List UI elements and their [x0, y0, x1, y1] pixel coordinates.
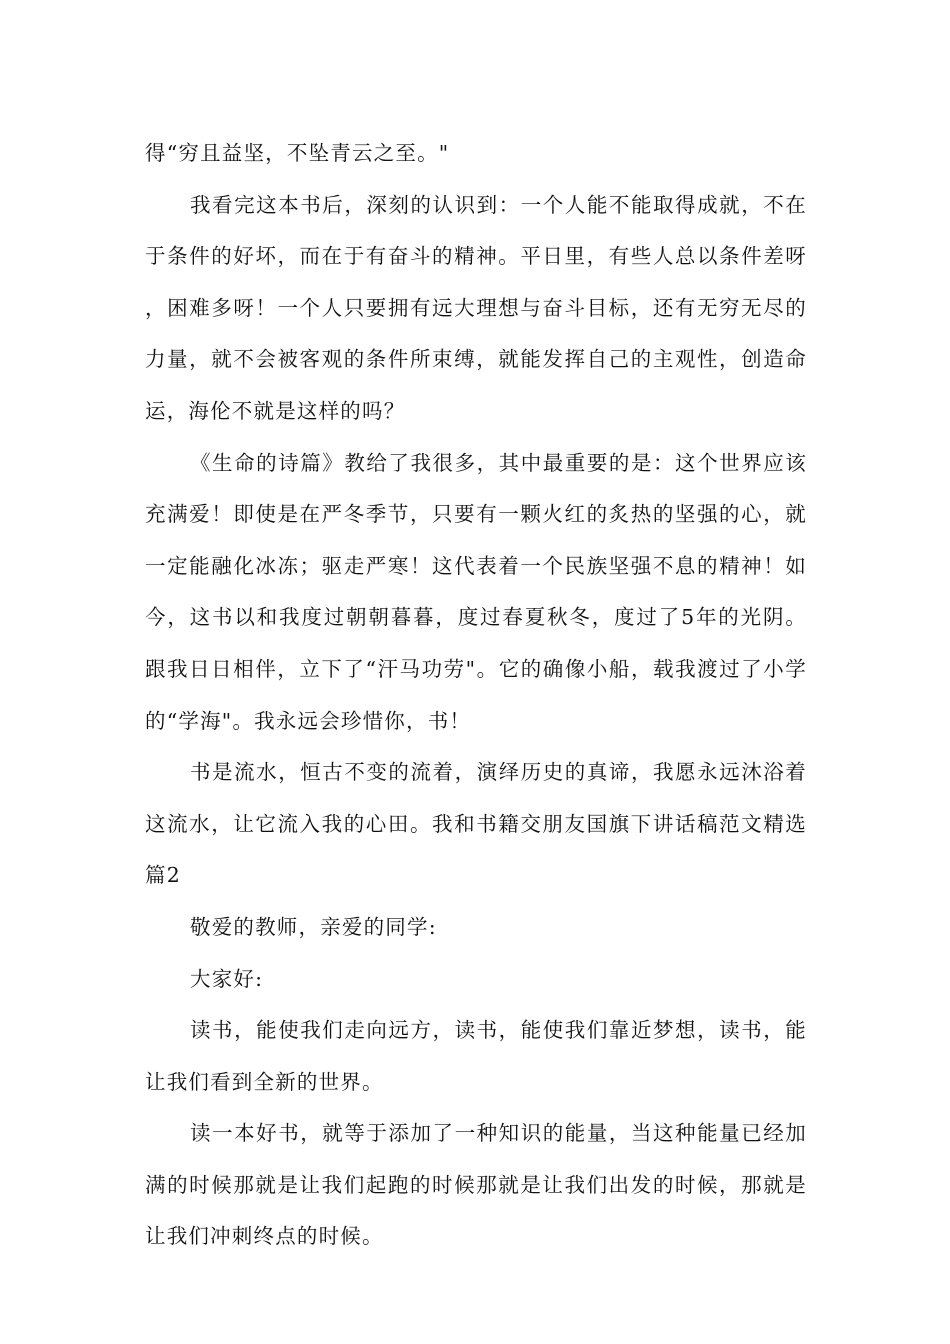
paragraph-reflection: 我看完这本书后，深刻的认识到：一个人能不能取得成就，不在于条件的好坏，而在于有奋斗的精神。平日里，有些人总以条件差呀，困难多呀！一个人只要拥有远大理想与奋斗目标，还有无穷无尽的力量，就不会被客观的条件所束缚，就能发挥自己的主观性，创造命运，海伦不就是这样的吗？: [145, 192, 807, 423]
paragraph-greeting: 大家好:: [190, 966, 264, 991]
paragraph-water: 书是流水，恒古不变的流着，演绎历史的真谛，我愿永远沐浴着这流水，让它流入我的心田。我和书籍交朋友国旗下讲话稿范文精选篇2: [145, 760, 807, 888]
paragraph-reading: 读书，能使我们走向远方，读书，能使我们靠近梦想，读书，能让我们看到全新的世界。: [145, 1018, 807, 1094]
paragraph-good-book: 读一本好书，就等于添加了一种知识的能量，当这种能量已经加满的时候那就是让我们起跑的时候那就是让我们出发的时候，那就是让我们冲刺终点的时候。: [145, 1121, 807, 1249]
paragraph-salutation: 敬爱的教师，亲爱的同学:: [190, 914, 437, 939]
paragraph-poem-book: 《生命的诗篇》教给了我很多，其中最重要的是：这个世界应该充满爱！即使是在严冬季节，只要有一颗火红的炙热的坚强的心，就一定能融化冰冻；驱走严寒！这代表着一个民族坚强不息的精神！如今，这书以和我度过朝朝暮暮，度过春夏秋冬，度过了5年的光阴。跟我日日相伴，立下了“汗马功劳"。它的确像小船，载我渡过了小学的“学海"。我永远会珍惜你，书！: [145, 450, 807, 733]
body-text: [145, 128, 807, 1263]
paragraph-continued: 得“穷且益坚，不坠青云之至。": [145, 141, 450, 165]
